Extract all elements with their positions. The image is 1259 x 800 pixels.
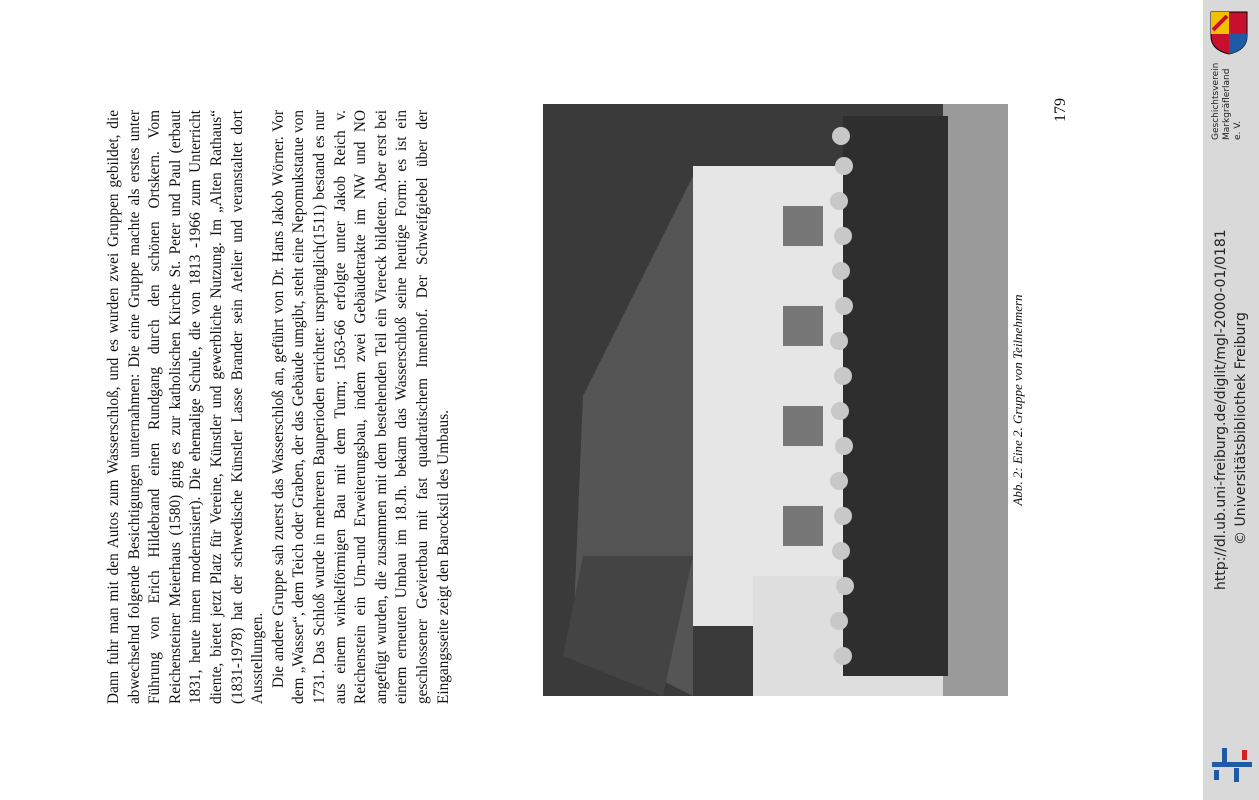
organization-line-2: Markgräflerland e. V.	[1222, 68, 1243, 140]
sidebar-text-group	[1203, 0, 1259, 800]
paragraph-1: Dann fuhr man mit den Autos zum Wasserschloß, und es wurden zwei Gruppen gebildet, die abwechselnd folgende Besichtigungen unternahmen: Die eine Gruppe machte als erstes unter Führung von Erich Hildebrand einen Rundgang durch den schönen Ortskern. Vom Reichensteiner Meierhaus (1580) ging es zur katholischen Kirche St. Peter und Paul (erbaut 1831, heute innen modernisiert). Die ehemalige Schule, die von 1813 -1966 zum Unterricht diente, bietet jetzt Platz für Vereine, Künstler und gewerbliche Nutzung. Im „Alten Rathaus“ (1831-1978) hat der schwedische Künstler Lasse Brander sein Atelier und veranstaltet dort Ausstellungen.	[105, 110, 267, 704]
organization-name	[1211, 60, 1244, 140]
coat-of-arms-icon	[1209, 10, 1249, 56]
paragraph-2: Die andere Gruppe sah zuerst das Wasserschloß an, geführt von Dr. Hans Jakob Wörner. Vor dem „Wasser“, dem Teich oder Graben, der das Gebäude umgibt, steht eine Nepomukstatue von 1731. Das Schloß wurde in mehreren Bauperioden errichtet: ursprünglich(1511) bestand es nur aus einem winkelförmigen Bau mit dem Turm; 1563-66 erfolgte unter Jakob Reich v. Reichenstein ein Um-und Erweiterungsbau, indem zwei Gebäudetrakte im NW und NO angefügt wurden, die zusammen mit dem bestehenden Teil ein Viereck bildeten. Aber erst bei einem erneuten Umbau im 18.Jh. bekam das Wasserschloß seine heutige Form: es ist ein geschlossener Geviertbau mit fast quadratischem Innenhof. Der Schweifgiebel über der Eingangsseite zeigt den Barockstil des Umbaus.	[269, 110, 452, 704]
copyright-text: © Universitätsbibliothek Freiburg	[1233, 312, 1249, 545]
body-text	[104, 110, 454, 704]
figure-caption: Abb. 2: Eine 2. Gruppe von Teilnehmern	[1010, 294, 1025, 506]
page-number: 179	[1052, 98, 1069, 122]
source-url-link[interactable]: http://dl.ub.uni-freiburg.de/diglit/mgl-2000-01/0181	[1213, 229, 1229, 590]
group-photo-image	[543, 104, 1008, 696]
university-library-logo-icon	[1212, 748, 1252, 782]
viewer-sidebar	[1203, 0, 1259, 800]
organization-line-1: Geschichtsverein	[1211, 62, 1221, 140]
group-photo	[543, 104, 1008, 696]
